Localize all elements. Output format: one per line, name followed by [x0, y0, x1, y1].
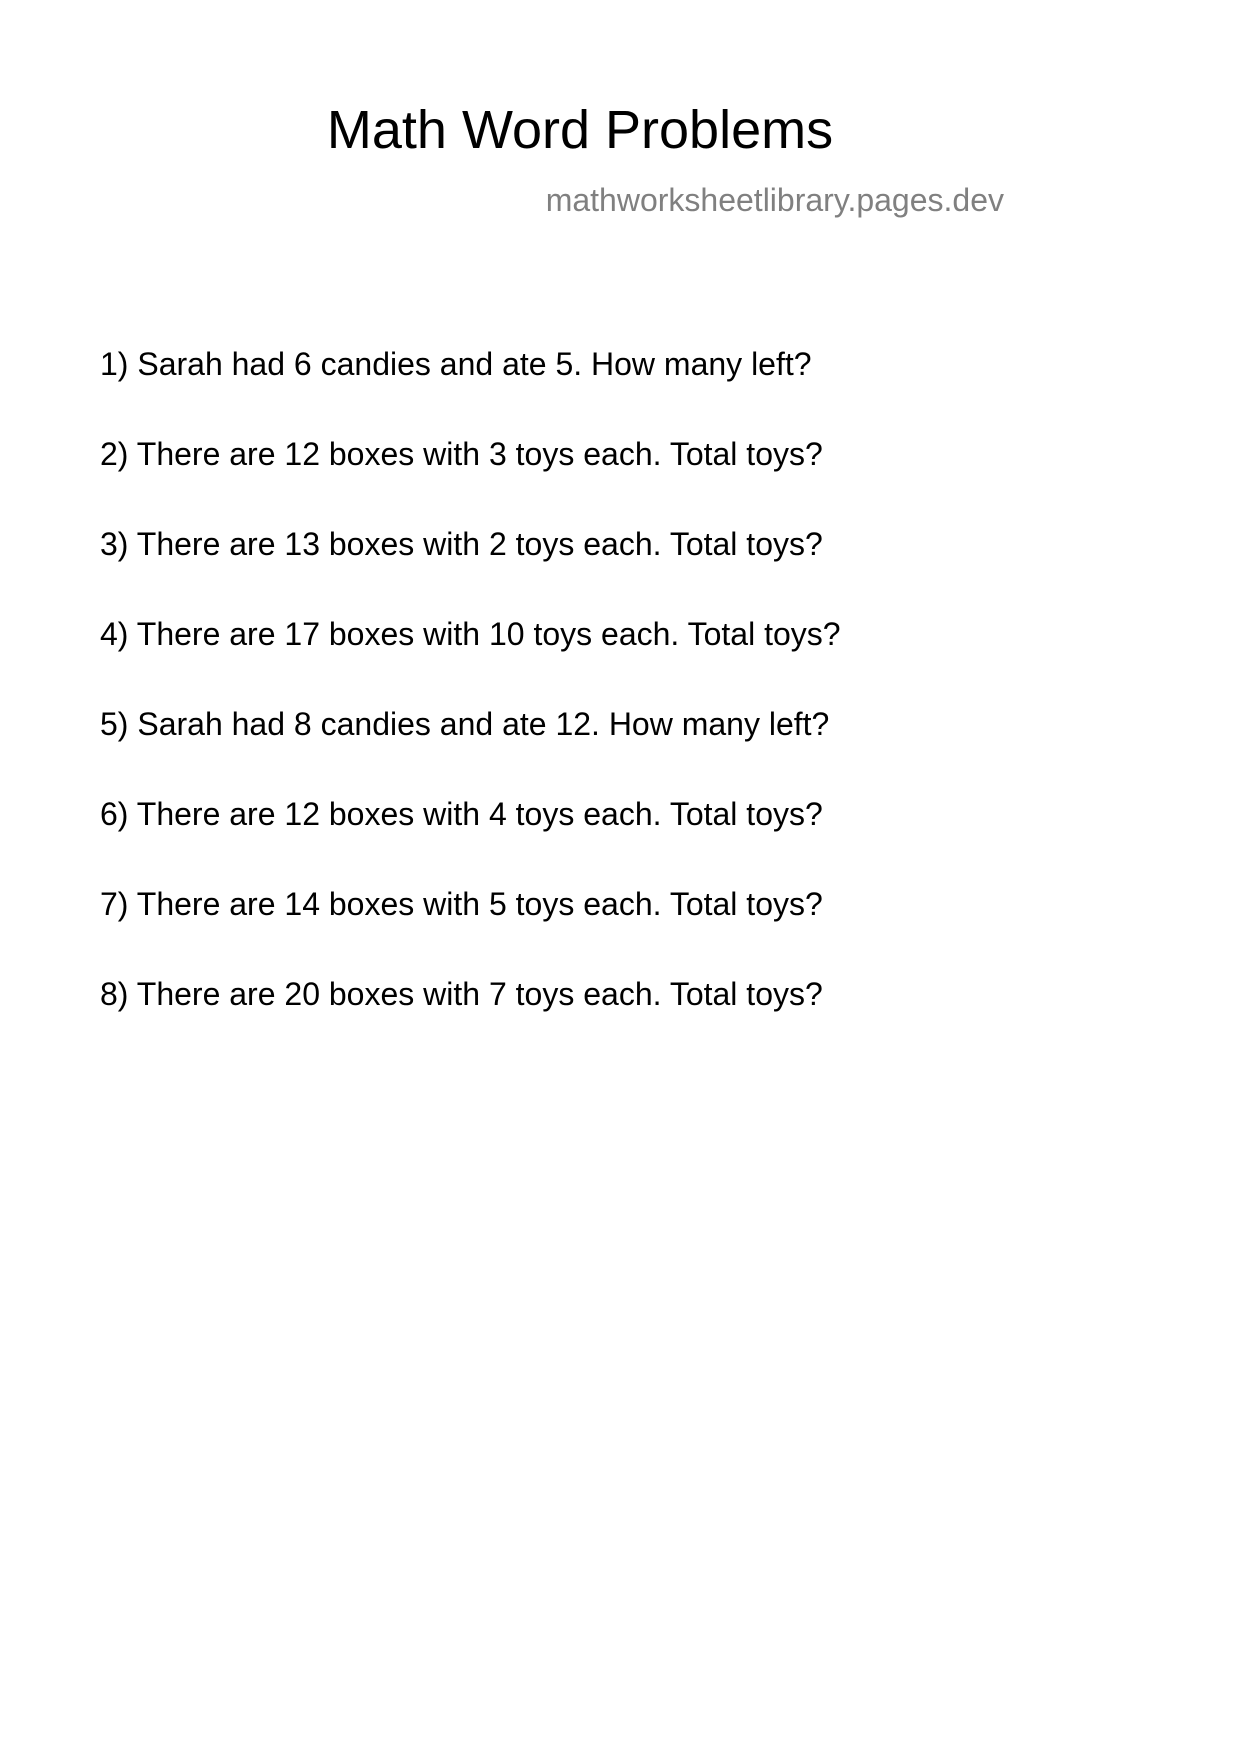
source-url: mathworksheetlibrary.pages.dev	[545, 182, 1004, 218]
problem-item-6: 6) There are 12 boxes with 4 toys each. Total toys?	[100, 796, 823, 832]
problem-item-3: 3) There are 13 boxes with 2 toys each. Total toys?	[100, 526, 823, 562]
page-title: Math Word Problems	[326, 100, 834, 160]
problem-list	[100, 344, 841, 1064]
problem-item-1: 1) Sarah had 6 candies and ate 5. How many left?	[100, 346, 812, 382]
problem-item-4: 4) There are 17 boxes with 10 toys each. Total toys?	[100, 616, 841, 652]
problem-item-2: 2) There are 12 boxes with 3 toys each. Total toys?	[100, 436, 823, 472]
problem-item-5: 5) Sarah had 8 candies and ate 12. How many left?	[100, 706, 830, 742]
problem-item-8: 8) There are 20 boxes with 7 toys each. Total toys?	[100, 976, 823, 1012]
problem-item-7: 7) There are 14 boxes with 5 toys each. Total toys?	[100, 886, 823, 922]
